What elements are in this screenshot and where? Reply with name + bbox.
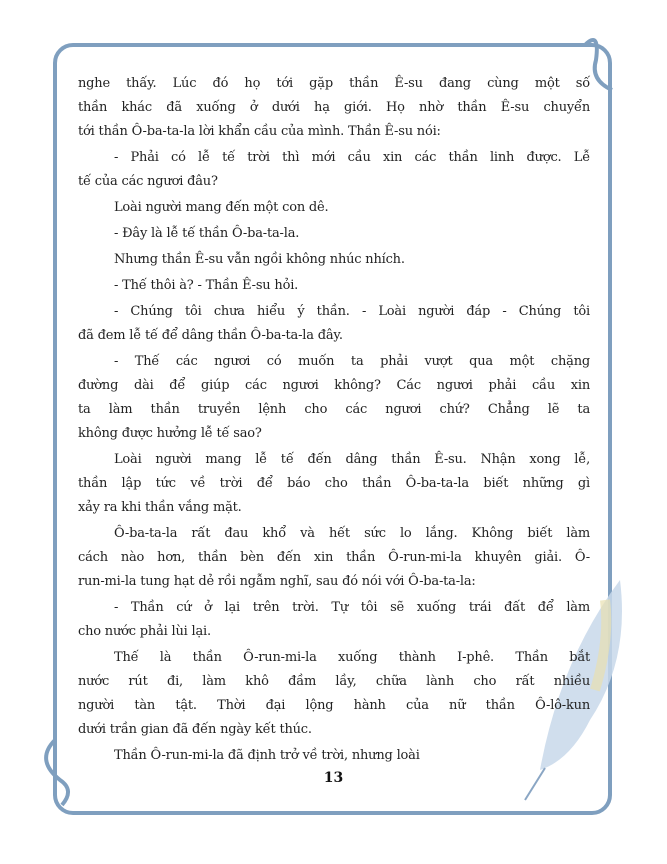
text-line: tế của các ngươi đâu?	[78, 174, 218, 189]
page-body-text	[78, 72, 590, 770]
text-line: thần khác đã xuống ở dưới hạ giới. Họ nhờ thần Ê-su chuyển	[78, 100, 590, 115]
text-line: nước rút đi, làm khô đầm lầy, chữa lành cho rất nhiều	[78, 674, 590, 689]
text-line: Loài người mang đến một con dê.	[114, 200, 329, 215]
text-line: đường dài để giúp các ngươi không? Các ngươi phải cầu xin	[78, 378, 590, 393]
paragraph	[78, 596, 590, 644]
paragraph	[78, 448, 590, 520]
paragraph	[78, 274, 590, 298]
text-line: Thần Ô-run-mi-la đã định trở về trời, nhưng loài	[114, 748, 420, 763]
text-line: dưới trần gian đã đến ngày kết thúc.	[78, 722, 312, 737]
text-line: - Chúng tôi chưa hiểu ý thần. - Loài người đáp - Chúng tôi	[114, 304, 590, 319]
paragraph	[78, 350, 590, 446]
text-line: - Đây là lễ tế thần Ô-ba-ta-la.	[114, 226, 300, 241]
paragraph	[78, 646, 590, 742]
paragraph	[78, 146, 590, 194]
text-line: cho nước phải lùi lại.	[78, 624, 211, 639]
text-line: Ô-ba-ta-la rất đau khổ và hết sức lo lắng. Không biết làm	[114, 526, 590, 541]
text-line: người tàn tật. Thời đại lộng hành của nữ thần Ô-lô-kun	[78, 698, 590, 713]
paragraph	[78, 300, 590, 348]
text-line: không được hưởng lễ tế sao?	[78, 426, 262, 441]
text-line: - Thần cứ ở lại trên trời. Tự tôi sẽ xuống trái đất để làm	[114, 600, 590, 615]
paragraph	[78, 196, 590, 220]
text-line: thần lập tức về trời để báo cho thần Ô-ba-ta-la biết những gì	[78, 476, 590, 491]
text-line: - Thế thôi à? - Thần Ê-su hỏi.	[114, 278, 299, 293]
text-line: tới thần Ô-ba-ta-la lời khẩn cầu của mình. Thần Ê-su nói:	[78, 124, 441, 139]
text-line: đã đem lễ tế để dâng thần Ô-ba-ta-la đây.	[78, 328, 343, 343]
text-line: xảy ra khi thần vắng mặt.	[78, 500, 242, 515]
paragraph	[78, 72, 590, 144]
text-line: nghe thấy. Lúc đó họ tới gặp thần Ê-su đang cùng một số	[78, 76, 590, 91]
text-line: Thế là thần Ô-run-mi-la xuống thành I-phê. Thần bắt	[114, 650, 590, 665]
text-line: - Phải có lễ tế trời thì mới cầu xin các thần linh được. Lễ	[114, 150, 590, 165]
text-line: Loài người mang lễ tế đến dâng thần Ê-su. Nhận xong lễ,	[114, 452, 590, 467]
paragraph	[78, 248, 590, 272]
paragraph	[78, 522, 590, 594]
text-line: Nhưng thần Ê-su vẫn ngồi không nhúc nhích.	[114, 252, 405, 267]
text-line: ta làm thần truyền lệnh cho các ngươi chứ? Chẳng lẽ ta	[78, 402, 590, 417]
paragraph	[78, 222, 590, 246]
text-line: cách nào hơn, thần bèn đến xin thần Ô-run-mi-la khuyên giải. Ô-	[78, 550, 590, 565]
page-number: 13	[323, 770, 344, 786]
text-line: run-mi-la tung hạt dẻ rồi ngẫm nghĩ, sau đó nói với Ô-ba-ta-la:	[78, 574, 476, 589]
text-line: - Thế các ngươi có muốn ta phải vượt qua một chặng	[114, 354, 590, 369]
paragraph	[78, 744, 590, 768]
